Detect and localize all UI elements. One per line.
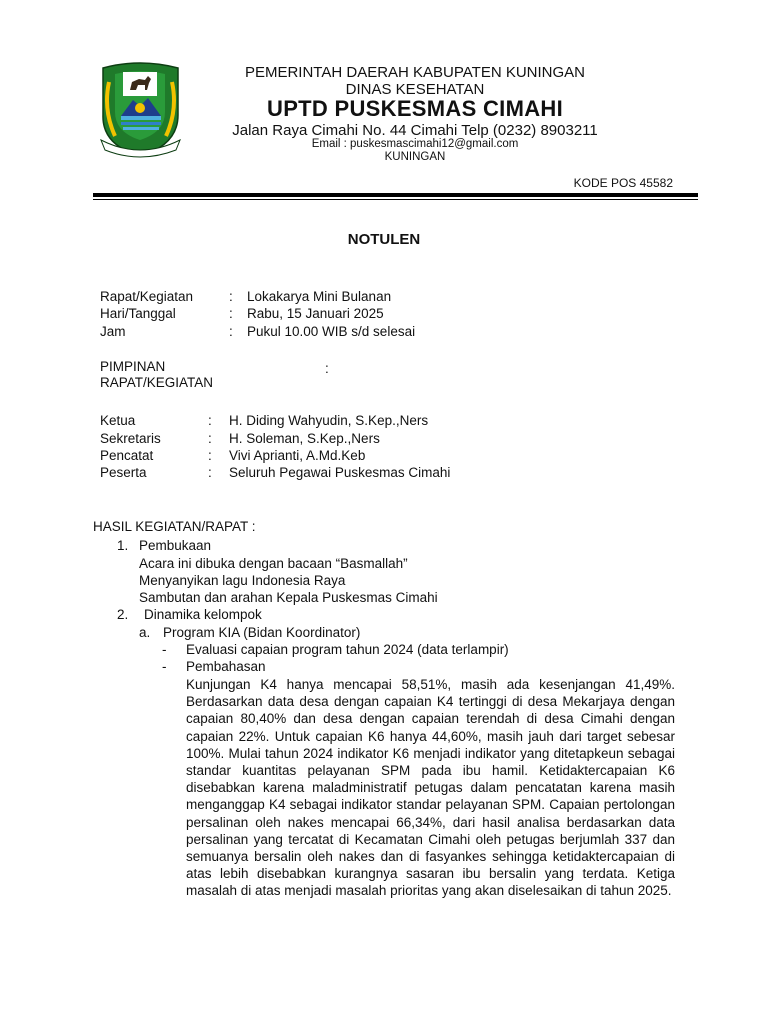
letterhead-regency: PEMERINTAH DAERAH KABUPATEN KUNINGAN [244,64,586,81]
officer-value-pencatat: Vivi Aprianti, A.Md.Keb [229,448,366,463]
letterhead-title: UPTD PUSKESMAS CIMAHI [267,96,563,121]
dash-item-evaluation: Evaluasi capaian program tahun 2024 (data terlampir) [186,642,509,657]
pimpinan-label-line2: RAPAT/KEGIATAN [100,375,214,390]
meeting-value-date: Rabu, 15 Januari 2025 [247,306,384,321]
officer-colon: : [208,448,212,463]
sub-title-kia: Program KIA (Bidan Koordinator) [163,625,361,640]
list-number: 1. [117,538,129,553]
discussion-paragraph: Kunjungan K4 hanya mencapai 58,51%, masih ada kesenjangan 41,49%. Berdasarkan data desa dengan capaian K4 tertinggi di desa Mekarjaya dengan capaian 80,40% dan desa dengan capaian terendah di desa Cimahi dengan capaian 22%. Untuk capaian K6 hanya 44,60%, masih jauh dari target sebesar 100%. Mulai tahun 2024 indikator K6 menjadi indikator yang ditetapkeun sebagai standar kuantitas pelayanan SPM pada ibu hamil. Ketidaktercapaian K6 disebabkan karena maladministratif petugas dalam pencatatan karena masih menganggap K4 sebagai indikator standar pelayanan SPM. Capaian pertolongan persalinan oleh nakes mencapai 66,34%, dari hasil analisa berdasarkan data persalinan yang tercatat di Kecamatan Cimahi oleh petugas berjumlah 337 dan semuanya bersalin oleh nakes dan di fasyankes sehingga ketidaktercapaian di atas lebih disebabkan kurangnya sasaran ibu bersalin yang terdata. Ketiga masalah di atas menjadi masalah prioritas yang akan diselesaikan di tahun 2025. [186,677,675,899]
sub-letter: a. [139,625,151,640]
item-title-group-dynamics: Dinamika kelompok [144,607,262,622]
dash-mark: - [162,642,167,657]
officer-colon: : [208,431,212,446]
meeting-colon: : [229,306,233,321]
dash-mark: - [162,659,167,674]
opening-line: Menyanyikan lagu Indonesia Raya [139,573,346,588]
meeting-colon: : [229,289,233,304]
meeting-label-activity: Rapat/Kegiatan [100,289,194,304]
letterhead-address: Jalan Raya Cimahi No. 44 Cimahi Telp (0232) 8903211 [232,122,598,139]
letterhead-email: Email : puskesmascimahi12@gmail.com [311,138,519,150]
item-title-opening: Pembukaan [139,538,212,553]
document-title: NOTULEN [347,231,421,248]
pimpinan-colon: : [325,361,329,376]
results-heading: HASIL KEGIATAN/RAPAT : [93,519,256,534]
letterhead-city: KUNINGAN [384,151,446,163]
regency-emblem-logo [93,60,188,160]
officer-value-ketua: H. Diding Wahyudin, S.Kep.,Ners [229,413,429,428]
meeting-label-date: Hari/Tanggal [100,306,176,321]
letterhead-divider-thick [93,193,698,197]
officer-label-peserta: Peserta [100,465,147,480]
opening-line: Sambutan dan arahan Kepala Puskesmas Cimahi [139,590,438,605]
officer-label-ketua: Ketua [100,413,136,428]
officer-label-sekretaris: Sekretaris [100,431,161,446]
dash-item-discussion: Pembahasan [186,659,266,674]
letterhead-divider-thin [93,199,698,200]
meeting-label-time: Jam [100,324,126,339]
officer-label-pencatat: Pencatat [100,448,154,463]
pimpinan-label: PIMPINAN [100,359,166,374]
letterhead-agency: DINAS KESEHATAN [345,81,485,98]
officer-value-peserta: Seluruh Pegawai Puskesmas Cimahi [229,465,451,480]
meeting-value-activity: Lokakarya Mini Bulanan [247,289,392,304]
officer-value-sekretaris: H. Soleman, S.Kep.,Ners [229,431,380,446]
letterhead-postcode: KODE POS 45582 [573,176,673,190]
officer-colon: : [208,413,212,428]
list-number: 2. [117,607,129,622]
officer-colon: : [208,465,212,480]
meeting-colon: : [229,324,233,339]
meeting-value-time: Pukul 10.00 WIB s/d selesai [247,324,416,339]
opening-line: Acara ini dibuka dengan bacaan “Basmallah” [139,556,408,571]
